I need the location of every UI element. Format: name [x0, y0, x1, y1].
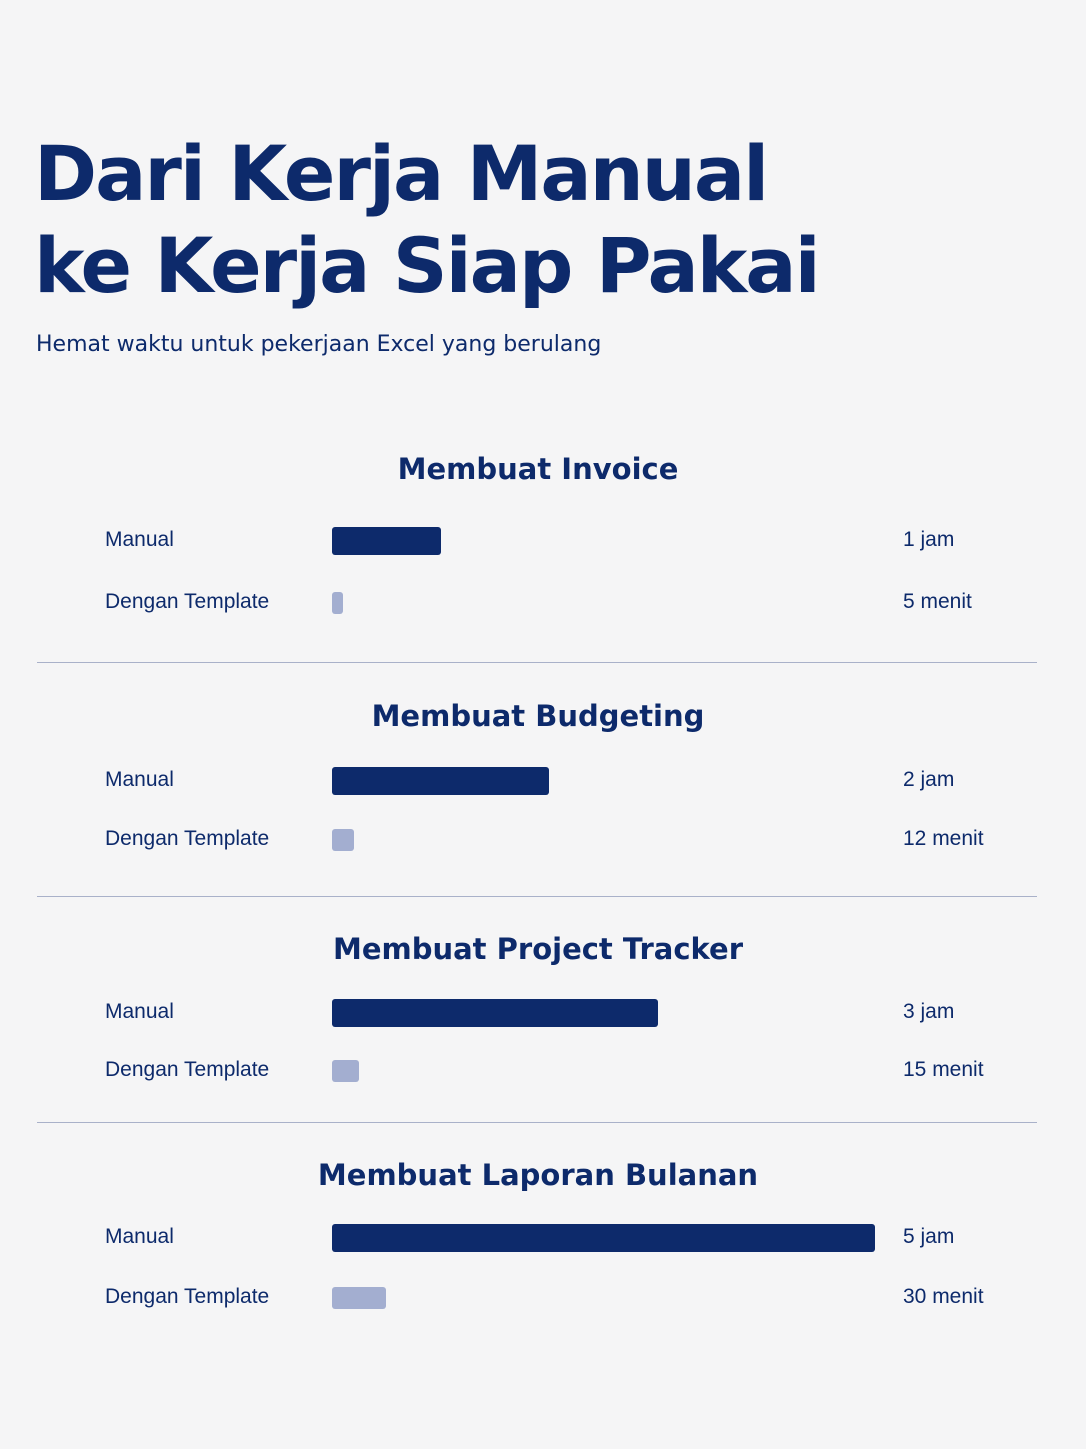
row-label: Dengan Template: [105, 1285, 270, 1308]
bar-template: [332, 1060, 359, 1082]
bar-manual: [332, 1224, 875, 1252]
section-title: Membuat Invoice: [397, 452, 679, 486]
bar-manual: [332, 767, 549, 795]
value-label: 30 menit: [903, 1285, 984, 1308]
row-label: Manual: [105, 1225, 174, 1248]
row-label: Manual: [105, 1000, 174, 1023]
row-label: Dengan Template: [105, 827, 270, 850]
row-label: Dengan Template: [105, 590, 270, 613]
section-divider: [37, 896, 1037, 897]
section-divider: [37, 662, 1037, 663]
section-title: Membuat Laporan Bulanan: [317, 1158, 759, 1192]
page-title-line-1: Dari Kerja Manual: [34, 129, 768, 218]
row-label: Manual: [105, 768, 174, 791]
value-label: 2 jam: [903, 768, 955, 791]
page-subtitle: Hemat waktu untuk pekerjaan Excel yang berulang: [36, 332, 602, 357]
section-divider: [37, 1122, 1037, 1123]
page-title-line-2: ke Kerja Siap Pakai: [34, 221, 819, 310]
section-title: Membuat Budgeting: [371, 699, 705, 733]
row-label: Dengan Template: [105, 1058, 270, 1081]
bar-template: [332, 592, 343, 614]
value-label: 15 menit: [903, 1058, 984, 1081]
row-label: Manual: [105, 528, 174, 551]
value-label: 1 jam: [903, 528, 955, 551]
bar-template: [332, 1287, 386, 1309]
bar-manual: [332, 527, 441, 555]
value-label: 5 jam: [903, 1225, 955, 1248]
section-title: Membuat Project Tracker: [332, 932, 744, 966]
value-label: 3 jam: [903, 1000, 955, 1023]
bar-template: [332, 829, 354, 851]
bar-manual: [332, 999, 658, 1027]
value-label: 5 menit: [903, 590, 972, 613]
value-label: 12 menit: [903, 827, 984, 850]
